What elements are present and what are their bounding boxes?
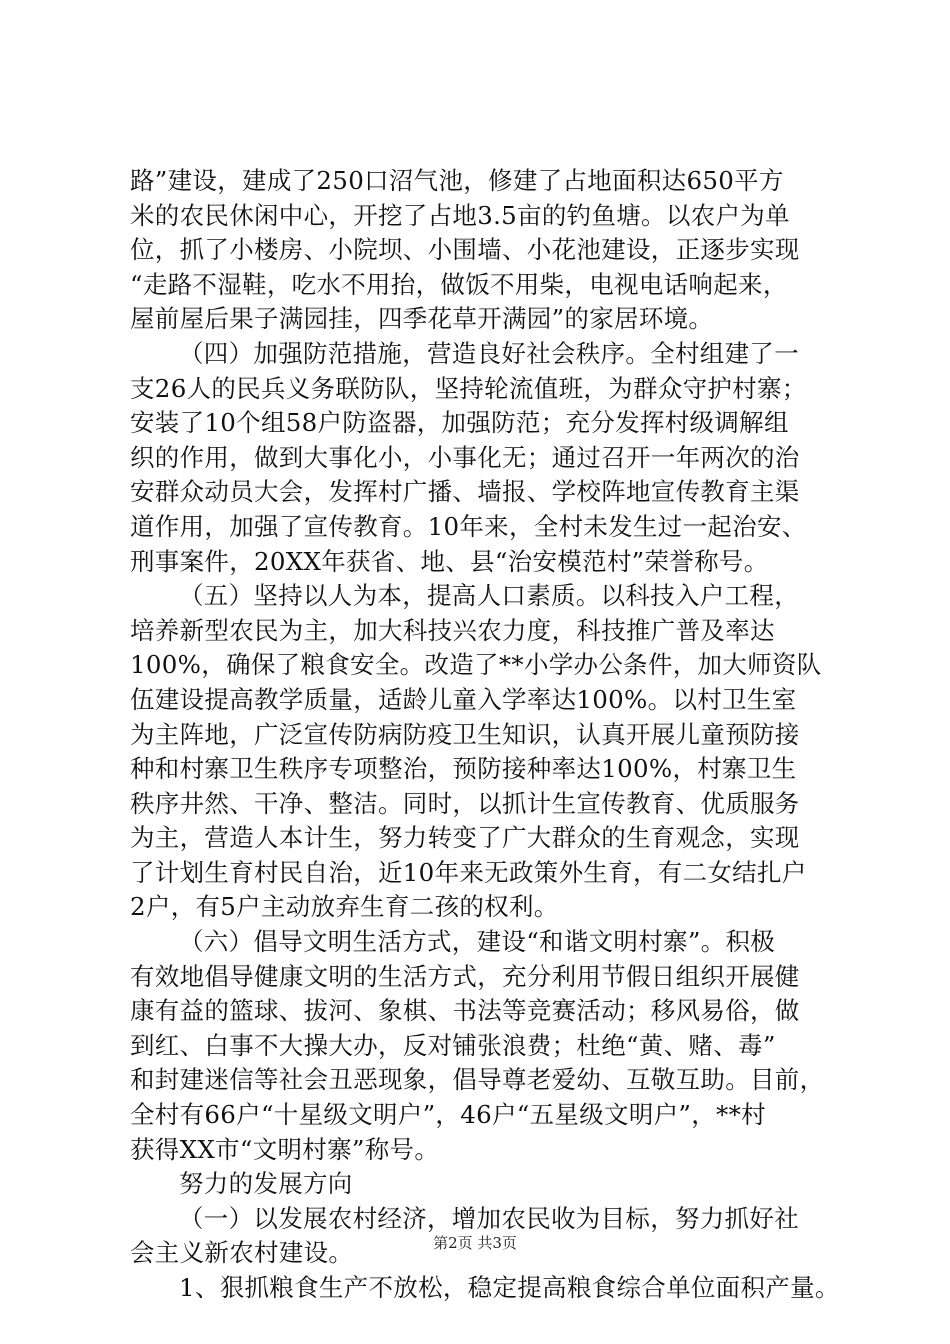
text-line: 为主，营造人本计生，努力转变了广大群众的生育观念，实现 — [130, 823, 800, 853]
paragraph-start-line: 1、狠抓粮食生产不放松，稳定提高粮食综合单位面积产量。 — [179, 1273, 840, 1302]
text-line: 伍建设提高教学质量，适龄儿童入学率达100%。以村卫生室 — [130, 684, 797, 714]
text-line: “走路不湿鞋，吃水不用抬，做饭不用柴，电视电话响起来， — [130, 269, 788, 299]
text-line: 秩序井然、干净、整洁。同时，以抓计生宣传教育、优质服务 — [130, 788, 800, 818]
text-line: 获得XX市“文明村寨”称号。 — [130, 1134, 440, 1164]
text-line: 织的作用，做到大事化小，小事化无；通过召开一年两次的治 — [130, 442, 800, 472]
text-line: 为主阵地，广泛宣传防病防疫卫生知识，认真开展儿童预防接 — [130, 719, 800, 749]
text-line: 会主义新农村建设。 — [130, 1238, 354, 1268]
text-line: 米的农民休闲中心，开挖了占地3.5亩的钓鱼塘。以农户为单 — [130, 200, 790, 230]
paragraph-start-line: （五）坚持以人为本，提高人口素质。以科技入户工程， — [179, 581, 799, 611]
text-line: 和封建迷信等社会丑恶现象，倡导尊老爱幼、互敬互助。目前， — [130, 1065, 825, 1095]
text-line: 100%，确保了粮食安全。改造了**小学办公条件，加大师资队 — [130, 650, 822, 680]
text-line: 安群众动员大会，发挥村广播、墙报、学校阵地宣传教育主渠 — [130, 477, 800, 507]
text-line: 路”建设，建成了250口沼气池，修建了占地面积达650平方 — [130, 166, 784, 195]
text-line: 培养新型农民为主，加大科技兴农力度，科技推广普及率达 — [130, 615, 775, 645]
text-line: 屋前屋后果子满园挂，四季花草开满园”的家居环境。 — [130, 304, 714, 334]
document-body — [130, 164, 850, 1306]
paragraph-start-line: （四）加强防范措施，营造良好社会秩序。全村组建了一 — [179, 338, 799, 368]
page-number-footer: 第2页 共3页 — [433, 1234, 517, 1252]
text-line: 了计划生育村民自治，近10年来无政策外生育，有二女结扎户 — [130, 857, 807, 887]
text-line: 位，抓了小楼房、小院坝、小围墙、小花池建设，正逐步实现 — [130, 235, 800, 265]
text-line: 2户，有5户主动放弃生育二孩的权利。 — [130, 892, 559, 922]
text-line: 全村有66户“十星级文明户”，46户“五星级文明户”，**村 — [130, 1100, 766, 1130]
text-line: 到红、白事不大操大办，反对铺张浪费；杜绝“黄、赌、毒” — [130, 1030, 776, 1060]
paragraph-start-line: （六）倡导文明生活方式，建设“和谐文明村寨”。积极 — [179, 927, 776, 957]
text-line: 支26人的民兵义务联防队，坚持轮流值班，为群众守护村寨； — [130, 373, 807, 403]
text-line: 道作用，加强了宣传教育。10年来，全村未发生过一起治安、 — [130, 511, 807, 541]
text-line: 康有益的篮球、拔河、象棋、书法等竞赛活动；移风易俗，做 — [130, 996, 800, 1026]
section-heading: 努力的发展方向 — [179, 1169, 353, 1199]
text-line: 有效地倡导健康文明的生活方式，充分利用节假日组织开展健 — [130, 961, 800, 991]
text-line: 安装了10个组58户防盗器，加强防范；充分发挥村级调解组 — [130, 408, 789, 438]
text-line: 刑事案件，20XX年获省、地、县“治安模范村”荣誉称号。 — [130, 546, 769, 576]
text-line: 种和村寨卫生秩序专项整治，预防接种率达100%，村寨卫生 — [130, 754, 797, 784]
paragraph-start-line: （一）以发展农村经济，增加农民收为目标，努力抓好社 — [179, 1203, 799, 1233]
